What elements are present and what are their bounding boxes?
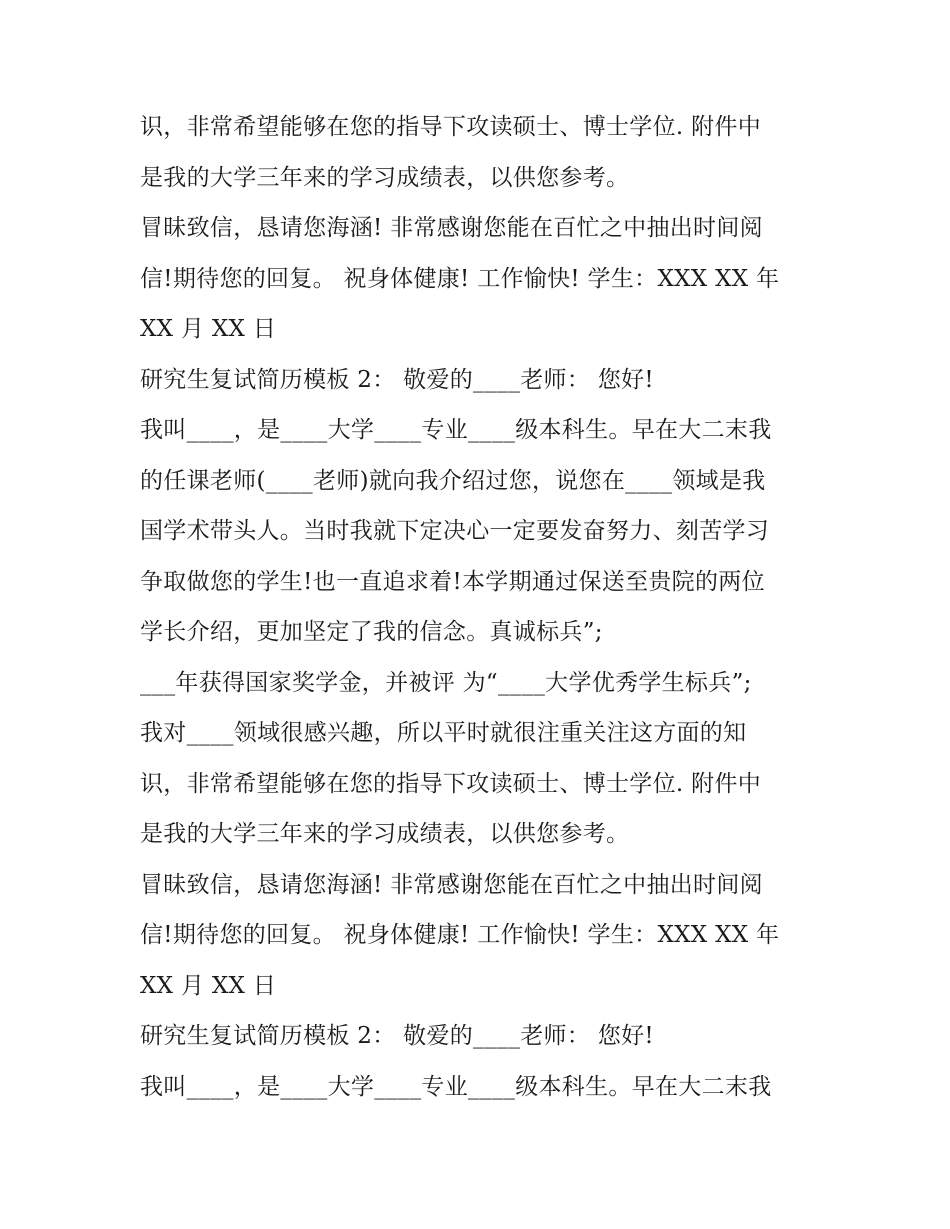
section-heading-line: 研究生复试简历模板 2： 敬爱的____老师： 您好! [140,366,654,393]
text-line: 的任课老师(____老师)就向我介绍过您，说您在____领域是我 [140,467,766,494]
text-line: ___年获得国家奖学金，并被评 为“____大学优秀学生标兵”; [140,669,752,696]
text-line: 我叫____，是____大学____专业____级本科生。早在大二末我 [140,1073,772,1100]
text-line: 信!期待您的回复。 祝身体健康! 工作愉快! 学生：XXX XX 年 [140,922,780,948]
text-line: 识，非常希望能够在您的指导下攻读硕士、博士学位. 附件中 [140,770,762,797]
text-line: 我叫____，是____大学____专业____级本科生。早在大二末我 [140,417,772,443]
text-line: 争取做您的学生!也一直追求着!本学期通过保送至贵院的两位 [140,568,765,595]
section-heading-line: 研究生复试简历模板 2： 敬爱的____老师： 您好! [140,1023,654,1049]
text-line: 是我的大学三年来的学习成绩表，以供您参考。 [140,164,630,191]
text-line: 冒昧致信，恳请您海涵! 非常感谢您能在百忙之中抽出时间阅 [140,215,763,241]
text-line: XX 月 XX 日 [140,972,277,999]
text-line: 识，非常希望能够在您的指导下攻读硕士、博士学位. 附件中 [140,114,762,140]
text-line: 冒昧致信，恳请您海涵! 非常感谢您能在百忙之中抽出时间阅 [140,871,763,898]
text-line: 是我的大学三年来的学习成绩表，以供您参考。 [140,821,630,847]
document-body [140,102,820,1112]
text-line: 信!期待您的回复。 祝身体健康! 工作愉快! 学生：XXX XX 年 [140,265,780,292]
text-line: 学长介绍，更加坚定了我的信念。真诚标兵”; [140,619,603,645]
text-line: XX 月 XX 日 [140,316,277,342]
text-line: 我对____领域很感兴趣，所以平时就很注重关注这方面的知 [140,720,747,746]
text-line: 国学术带头人。当时我就下定决心一定要发奋努力、刻苦学习 [140,518,770,544]
